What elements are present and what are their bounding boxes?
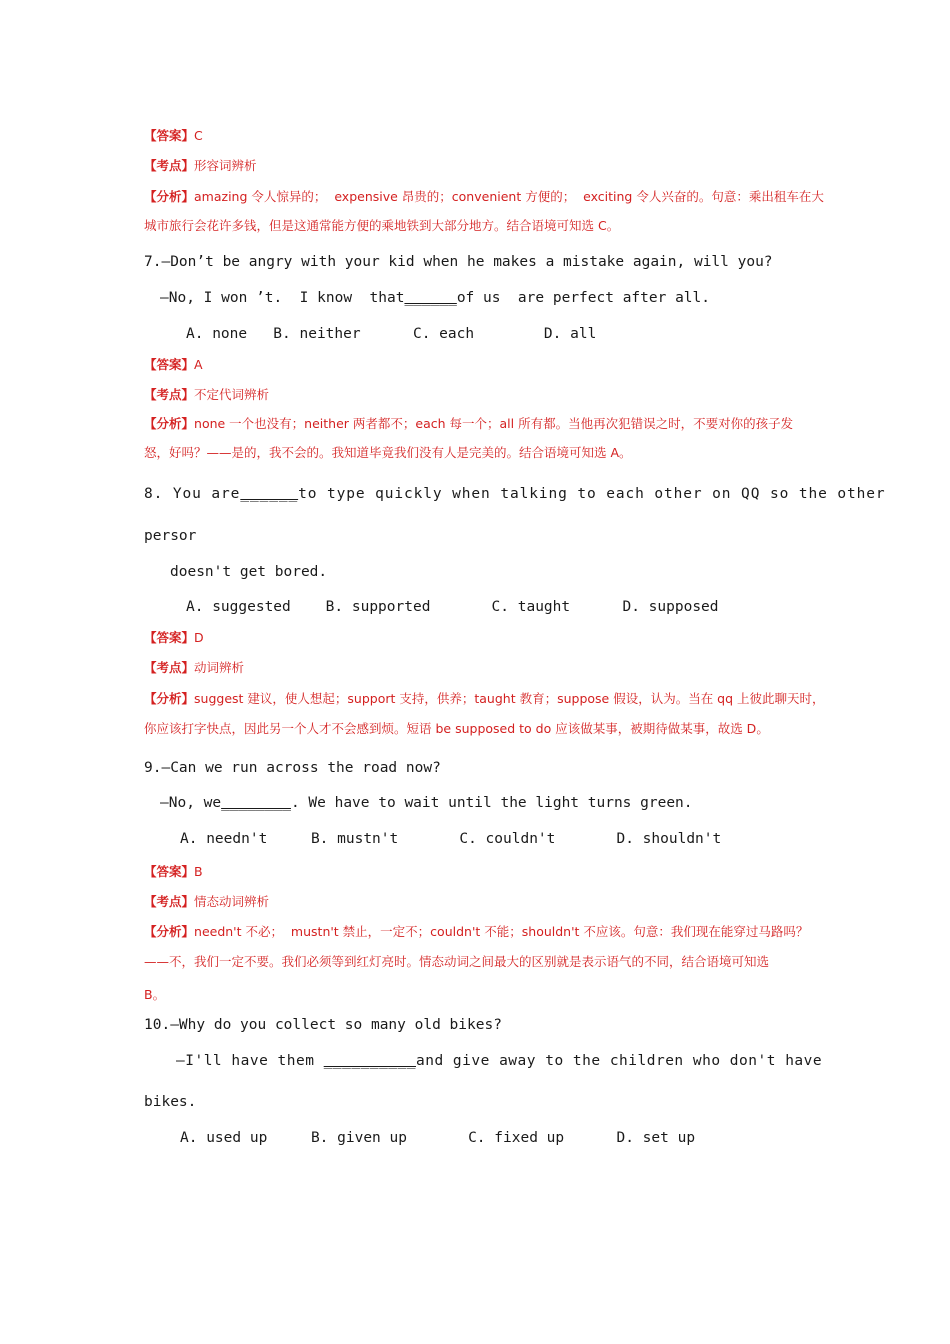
answer-label: 【答案】	[144, 864, 195, 879]
answer-blank: __________	[323, 1053, 416, 1069]
reply-text-end: . We have to wait until the light turns green.	[290, 795, 693, 811]
analysis-text-cont2: B。	[144, 987, 166, 1002]
analysis-text: amazing 令人惊异的； expensive 昂贵的；convenient 方便的； exciting 令人兴奋的。句意：乘出租车在大	[194, 189, 824, 204]
topic-line	[144, 385, 269, 405]
question-9-stem: 9.—Can we run across the road now?	[144, 760, 441, 776]
topic-value: 形容词辨析	[194, 158, 257, 173]
answer-line	[144, 126, 203, 146]
answer-blank: ______	[240, 486, 299, 502]
topic-label: 【考点】	[144, 158, 195, 173]
question-10-stem: 10.—Why do you collect so many old bikes?	[144, 1017, 502, 1033]
analysis-text: suggest 建议，使人想起；support 支持，供养；taught 教育；suppose 假设，认为。当在 qq 上彼此聊天时，	[194, 691, 825, 706]
analysis-line	[144, 187, 824, 207]
question-10-options: A. used up B. given up C. fixed up D. set up	[180, 1130, 696, 1146]
topic-value: 不定代词辨析	[194, 387, 270, 402]
analysis-label: 【分析】	[144, 691, 195, 706]
question-8-stem-cont: persor	[144, 528, 197, 544]
question-9-options: A. needn't B. mustn't C. couldn't D. shouldn't	[180, 831, 722, 847]
question-8-options: A. suggested B. supported C. taught D. supposed	[186, 599, 719, 615]
topic-label: 【考点】	[144, 660, 195, 675]
question-7-stem: 7.—Don’t be angry with your kid when he makes a mistake again, will you?	[144, 254, 773, 270]
analysis-label: 【分析】	[144, 924, 195, 939]
answer-label: 【答案】	[144, 128, 195, 143]
topic-label: 【考点】	[144, 894, 195, 909]
topic-line	[144, 658, 244, 678]
answer-line	[144, 862, 203, 882]
question-7-reply	[160, 288, 710, 308]
answer-label: 【答案】	[144, 630, 195, 645]
analysis-line	[144, 922, 808, 942]
reply-text: —No, I won ’t. I know that	[160, 290, 405, 306]
question-10-reply	[176, 1051, 822, 1071]
answer-label: 【答案】	[144, 357, 195, 372]
topic-line	[144, 892, 269, 912]
answer-blank: ______	[404, 290, 457, 306]
question-10-stem-cont: bikes.	[144, 1094, 197, 1110]
analysis-text-cont: 城市旅行会花许多钱，但是这通常能方便的乘地铁到大部分地方。结合语境可知选 C。	[144, 218, 620, 233]
question-8-stem-cont2: doesn't get bored.	[170, 564, 328, 580]
reply-text-end: of us are perfect after all.	[456, 290, 710, 306]
topic-value: 动词辨析	[194, 660, 245, 675]
answer-value: A	[194, 357, 203, 372]
reply-text: —No, we	[160, 795, 222, 811]
analysis-text-cont: ——不，我们一定不要。我们必须等到红灯亮时。情态动词之间最大的区别就是表示语气的不同，结合语境可知选	[144, 954, 770, 969]
topic-line	[144, 156, 257, 176]
analysis-label: 【分析】	[144, 189, 195, 204]
answer-value: C	[194, 128, 203, 143]
question-9-reply	[160, 793, 693, 813]
analysis-text-cont: 你应该打字快点，因此另一个人才不会感到烦。短语 be supposed to do 应该做某事，被期待做某事，故选 D。	[144, 721, 769, 736]
analysis-text: none 一个也没有；neither 两者都不；each 每一个；all 所有都。当他再次犯错误之时，不要对你的孩子发	[194, 416, 794, 431]
analysis-text: needn't 不必； mustn't 禁止，一定不；couldn't 不能；shouldn't 不应该。句意：我们现在能穿过马路吗？	[194, 924, 809, 939]
topic-value: 情态动词辨析	[194, 894, 270, 909]
analysis-text-cont: 怒，好吗？——是的，我不会的。我知道毕竟我们没有人是完美的。结合语境可知选 A。	[144, 445, 632, 460]
reply-text-end: and give away to the children who don't have	[416, 1053, 823, 1069]
answer-value: D	[194, 630, 204, 645]
answer-line	[144, 355, 203, 375]
analysis-label: 【分析】	[144, 416, 195, 431]
topic-label: 【考点】	[144, 387, 195, 402]
analysis-line	[144, 414, 793, 434]
analysis-line	[144, 689, 825, 709]
answer-blank: ________	[221, 795, 291, 811]
reply-text: —I'll have them	[176, 1053, 324, 1069]
answer-value: B	[194, 864, 203, 879]
answer-line	[144, 628, 204, 648]
stem-text: 8. You are	[144, 486, 241, 502]
question-8-stem	[144, 484, 886, 504]
stem-text-end: to type quickly when talking to each other on QQ so the other	[298, 486, 886, 502]
question-7-options: A. none B. neither C. each D. all	[186, 326, 597, 342]
